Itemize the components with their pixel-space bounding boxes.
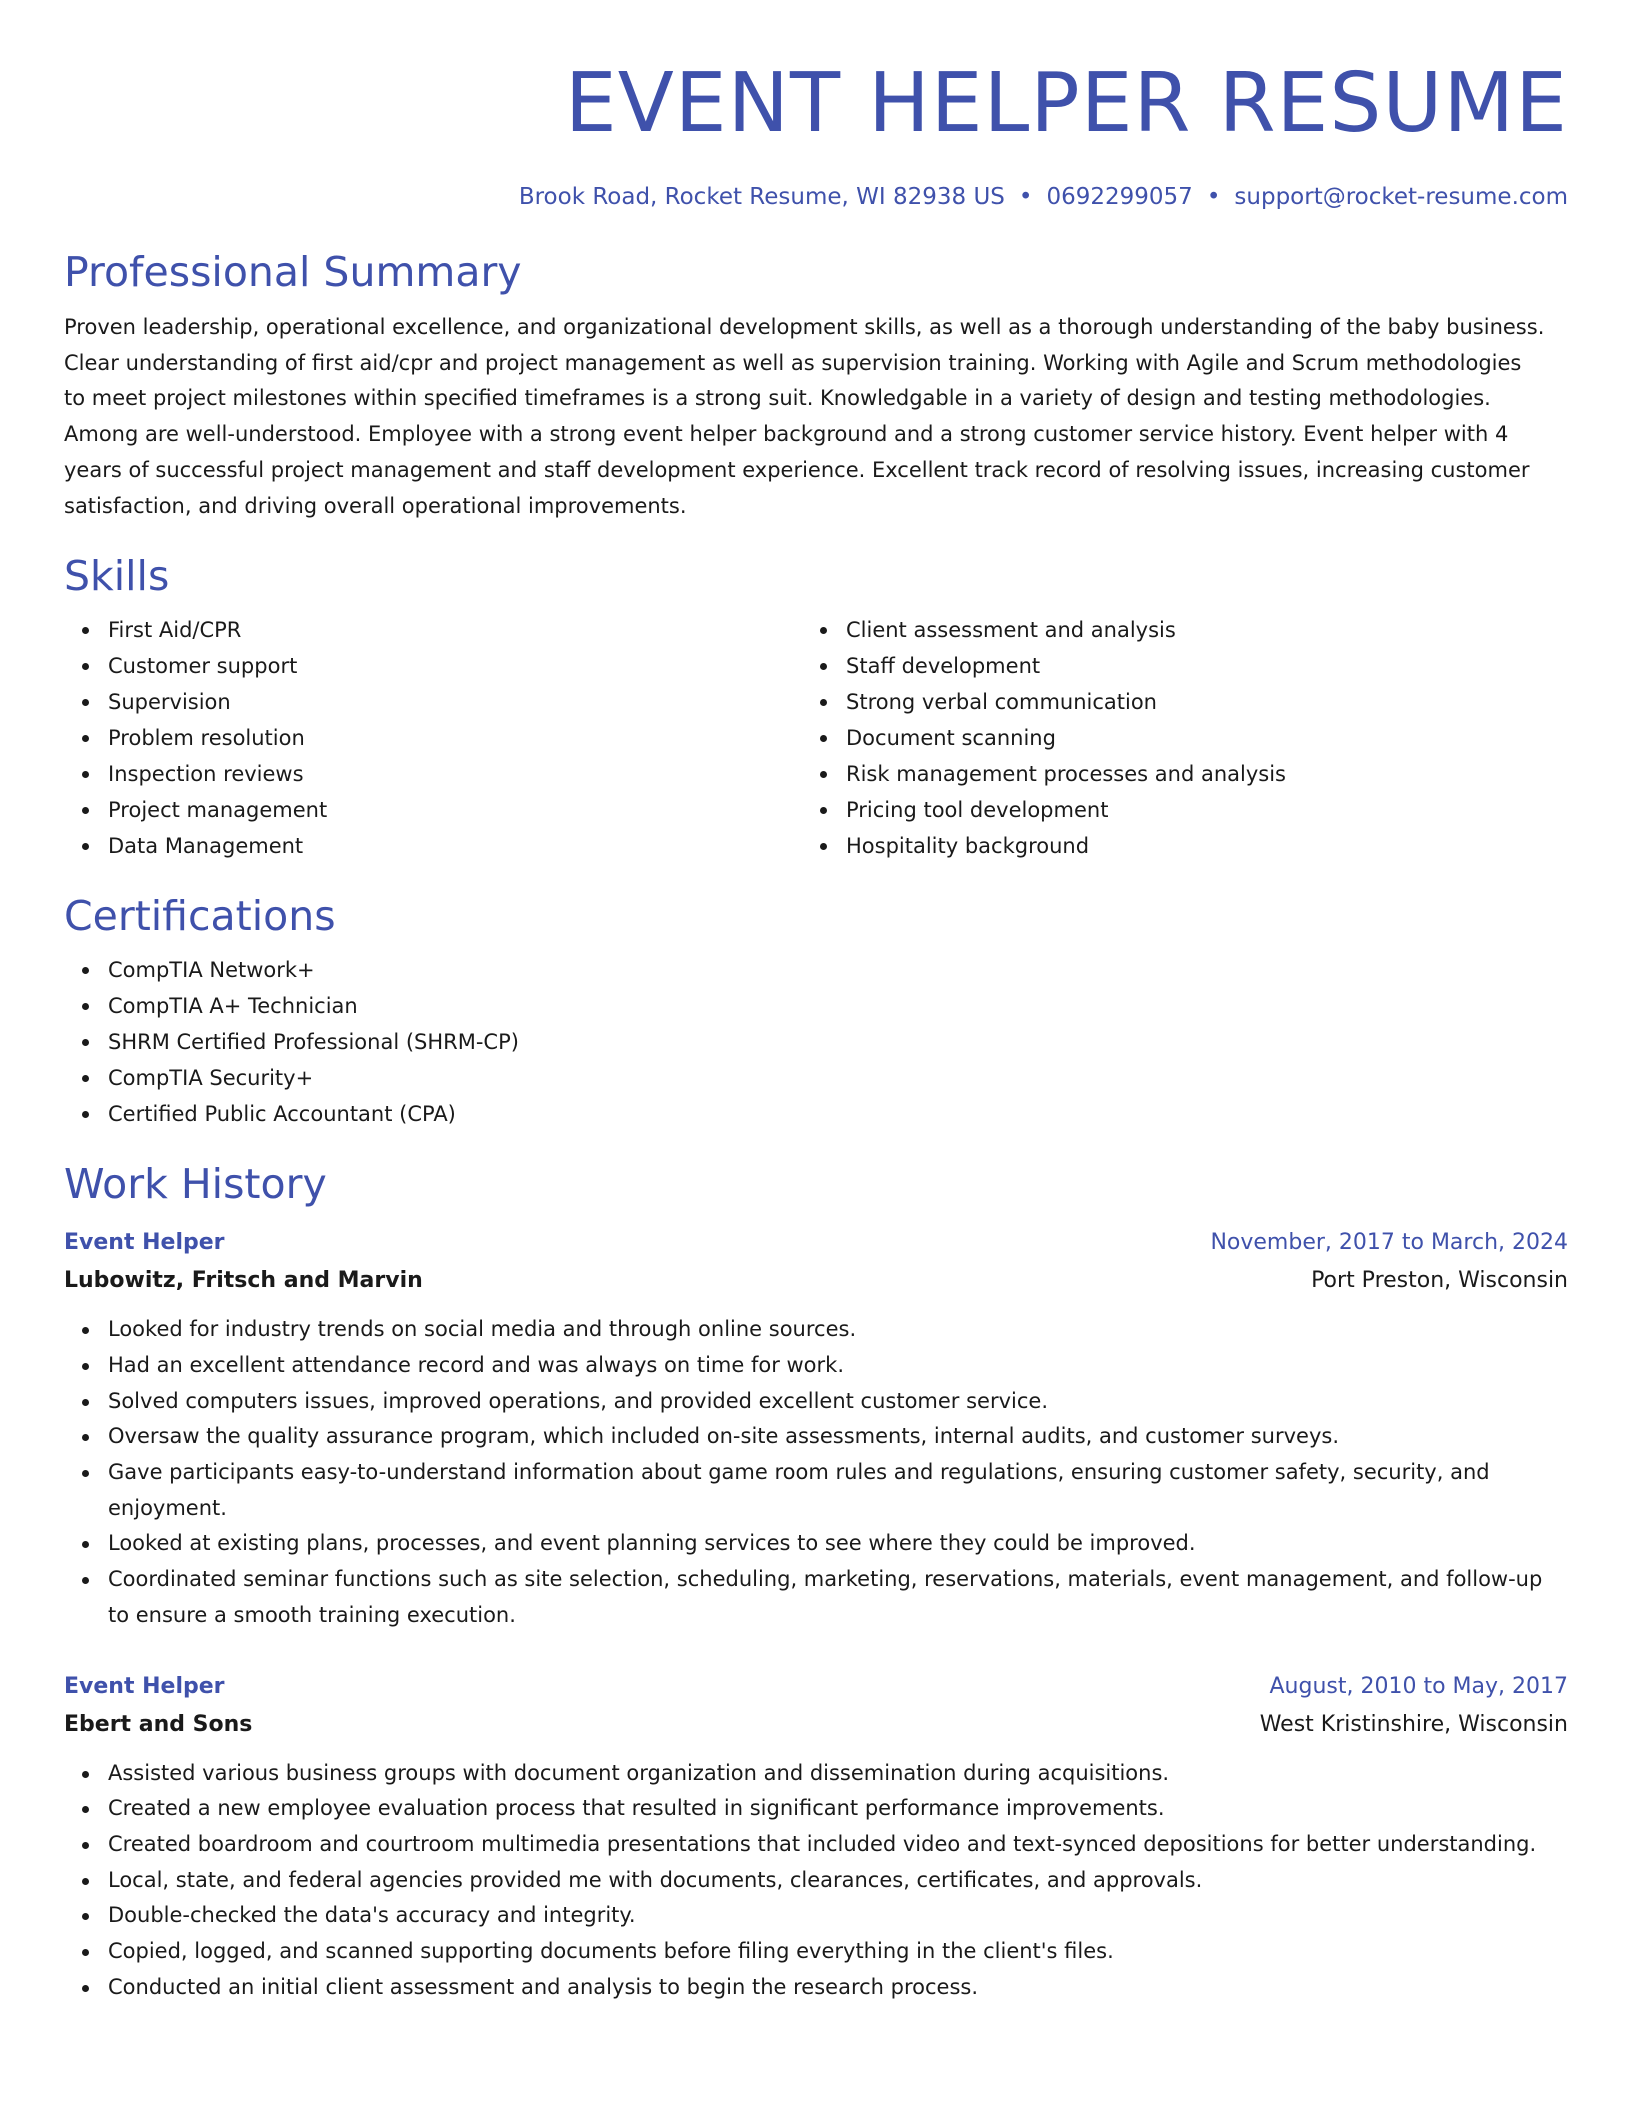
job-duty: Created boardroom and courtroom multimedia presentations that included video and text-synced depositions for better understanding.: [108, 1827, 1568, 1863]
certification-item: CompTIA A+ Technician: [108, 988, 1568, 1024]
job-duty: Copied, logged, and scanned supporting documents before filing everything in the client's files.: [108, 1934, 1568, 1970]
skills-column-right: [802, 612, 1540, 864]
certifications-heading: Certifications: [64, 892, 336, 941]
contact-separator: •: [1206, 184, 1221, 210]
job-duty: Coordinated seminar functions such as site selection, scheduling, marketing, reservations, materials, event management, and follow-up to ensure a smooth training execution.: [108, 1562, 1568, 1633]
certification-item: CompTIA Security+: [108, 1060, 1568, 1096]
skills-section: [64, 550, 1568, 864]
skill-item: Document scanning: [846, 720, 1540, 756]
skill-item: Client assessment and analysis: [846, 612, 1540, 648]
skill-item: Project management: [108, 792, 802, 828]
skill-item: Pricing tool development: [846, 792, 1540, 828]
job-company: Lubowitz, Fritsch and Marvin: [64, 1268, 423, 1294]
certification-item: CompTIA Network+: [108, 952, 1568, 988]
job-dates: November, 2017 to March, 2024: [1210, 1230, 1568, 1256]
resume-title: EVENT HELPER RESUME: [564, 56, 1568, 151]
certifications-section: [64, 890, 1568, 1132]
summary-text: Proven leadership, operational excellence, and organizational development skills, as well as a thorough understanding of the baby business. Clear understanding of first aid/cpr and project management as well as supervision training. Working with Agile and Scrum methodologies to meet project milestones within specified timeframes is a strong suit. Knowledgable in a variety of design and testing methodologies. Among are well-understood. Employee with a strong event helper background and a strong customer service history. Event helper with 4 years of successful project management and staff development experience. Excellent track record of resolving issues, increasing customer satisfaction, and driving overall operational improvements.: [64, 315, 1545, 518]
skills-columns: [64, 612, 1568, 864]
skill-item: Hospitality background: [846, 828, 1540, 864]
job-company: Ebert and Sons: [64, 1711, 253, 1737]
job-duty: Had an excellent attendance record and was always on time for work.: [108, 1348, 1568, 1384]
skill-item: Inspection reviews: [108, 756, 802, 792]
contact-separator: •: [1018, 184, 1033, 210]
skills-column-left: [64, 612, 802, 864]
job-company-row: [64, 1706, 1568, 1744]
skill-item: Risk management processes and analysis: [846, 756, 1540, 792]
resume-header: [64, 0, 1568, 212]
contact-phone: 0692299057: [1046, 184, 1193, 210]
job-duty: Double-checked the data's accuracy and integrity.: [108, 1898, 1568, 1934]
job-duties-list: [64, 1756, 1568, 2006]
job-location: Port Preston, Wisconsin: [1311, 1268, 1568, 1294]
contact-address: Brook Road, Rocket Resume, WI 82938 US: [518, 184, 1005, 210]
skills-list-right: [802, 612, 1540, 864]
job-company-row: [64, 1262, 1568, 1300]
skill-item: Strong verbal communication: [846, 684, 1540, 720]
skill-item: Data Management: [108, 828, 802, 864]
contact-email[interactable]: support@rocket-resume.com: [1234, 184, 1568, 210]
skills-list-left: [64, 612, 802, 864]
certification-item: SHRM Certified Professional (SHRM-CP): [108, 1024, 1568, 1060]
summary-section: [64, 246, 1568, 524]
skill-item: Problem resolution: [108, 720, 802, 756]
skill-item: First Aid/CPR: [108, 612, 802, 648]
job-duty: Looked at existing plans, processes, and event planning services to see where they could be improved.: [108, 1526, 1568, 1562]
job-duty: Gave participants easy-to-understand information about game room rules and regulations, ensuring customer safety, security, and enjoyment.: [108, 1455, 1568, 1526]
job-entry: [64, 1668, 1568, 2006]
job-dates: August, 2010 to May, 2017: [1269, 1673, 1568, 1699]
certifications-list: [64, 952, 1568, 1132]
job-location: West Kristinshire, Wisconsin: [1259, 1711, 1568, 1737]
summary-heading: Professional Summary: [64, 248, 522, 296]
job-duty: Looked for industry trends on social media and through online sources.: [108, 1312, 1568, 1348]
job-duty: Assisted various business groups with document organization and dissemination during acquisitions.: [108, 1756, 1568, 1792]
skills-heading: Skills: [64, 552, 170, 601]
contact-line: [64, 182, 1568, 212]
skill-item: Staff development: [846, 648, 1540, 684]
job-duty: Solved computers issues, improved operations, and provided excellent customer service.: [108, 1384, 1568, 1420]
work-history-heading: Work History: [64, 1160, 327, 1209]
skill-item: Supervision: [108, 684, 802, 720]
job-duty: Conducted an initial client assessment and analysis to begin the research process.: [108, 1970, 1568, 2006]
certification-item: Certified Public Accountant (CPA): [108, 1096, 1568, 1132]
job-entry: [64, 1224, 1568, 1633]
skill-item: Customer support: [108, 648, 802, 684]
job-duty: Oversaw the quality assurance program, which included on-site assessments, internal audits, and customer surveys.: [108, 1419, 1568, 1455]
job-duties-list: [64, 1312, 1568, 1633]
job-header-row: [64, 1668, 1568, 1706]
job-duty: Local, state, and federal agencies provided me with documents, clearances, certificates, and approvals.: [108, 1863, 1568, 1899]
job-duty: Created a new employee evaluation process that resulted in significant performance improvements.: [108, 1791, 1568, 1827]
work-history-section: [64, 1158, 1568, 2005]
job-title: Event Helper: [64, 1673, 225, 1699]
job-title: Event Helper: [64, 1230, 225, 1256]
job-header-row: [64, 1224, 1568, 1262]
